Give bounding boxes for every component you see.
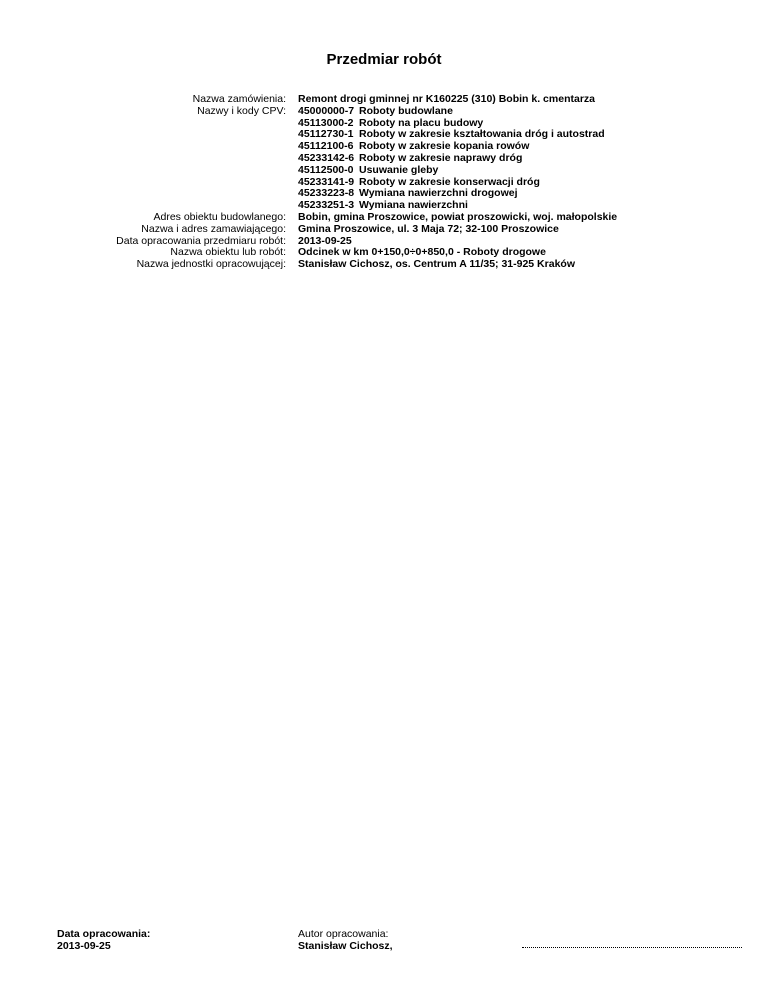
label-cpv: Nazwy i kody CPV: (197, 104, 286, 117)
footer-author-value: Stanisław Cichosz, (298, 940, 393, 952)
footer-author-label: Autor opracowania: (298, 928, 389, 940)
cpv-name: Roboty na placu budowy (359, 116, 484, 129)
cpv-code: 45112730-1 (298, 128, 354, 141)
cpv-code: 45113000-2 (298, 116, 354, 129)
value-ordering-party: Gmina Proszowice, ul. 3 Maja 72; 32-100 Proszowice (298, 222, 559, 235)
cpv-code: 45233251-3 (298, 199, 355, 212)
label-prep-date: Data opracowania przedmiaru robót: (116, 234, 286, 247)
cpv-name: Usuwanie gleby (359, 163, 439, 176)
cpv-name: Roboty w zakresie kopania rowów (359, 140, 530, 153)
label-site-address: Adres obiektu budowlanego: (153, 210, 286, 223)
footer-date-label: Data opracowania: (57, 928, 151, 940)
cpv-name: Wymiana nawierzchni drogowej (359, 187, 518, 200)
label-unit-name: Nazwa jednostki opracowującej: (136, 258, 286, 271)
label-order-name: Nazwa zamówienia: (192, 93, 286, 105)
value-object-name: Odcinek w km 0+150,0÷0+850,0 - Roboty drogowe (298, 246, 546, 259)
cpv-name: Wymiana nawierzchni (359, 199, 468, 212)
cpv-code: 45233223-8 (298, 187, 355, 200)
field-values (298, 94, 758, 271)
footer-date (57, 928, 150, 952)
document-title: Przedmiar robót (326, 51, 442, 68)
footer-author (298, 928, 393, 952)
cpv-code: 45112500-0 (298, 163, 354, 176)
field-labels (0, 94, 286, 271)
cpv-name: Roboty w zakresie konserwacji dróg (359, 175, 540, 188)
cpv-code: 45233141-9 (298, 175, 355, 188)
label-object-name: Nazwa obiektu lub robót: (170, 246, 286, 259)
value-order-name: Remont drogi gminnej nr K160225 (310) Bobin k. cmentarza (298, 93, 595, 105)
cpv-name: Roboty budowlane (359, 104, 453, 117)
label-ordering-party: Nazwa i adres zamawiającego: (141, 222, 286, 235)
footer-date-value: 2013-09-25 (57, 940, 111, 952)
value-unit-name: Stanisław Cichosz, os. Centrum A 11/35; 31-925 Kraków (298, 258, 575, 271)
signature-line (522, 946, 742, 948)
value-site-address: Bobin, gmina Proszowice, powiat proszowicki, woj. małopolskie (298, 210, 618, 223)
cpv-code: 45112100-6 (298, 140, 354, 153)
value-prep-date: 2013-09-25 (298, 234, 352, 247)
cpv-code: 45233142-6 (298, 151, 355, 164)
cpv-name: Roboty w zakresie kształtowania dróg i autostrad (359, 128, 605, 141)
cpv-code: 45000000-7 (298, 104, 355, 117)
cpv-name: Roboty w zakresie naprawy dróg (359, 151, 523, 164)
